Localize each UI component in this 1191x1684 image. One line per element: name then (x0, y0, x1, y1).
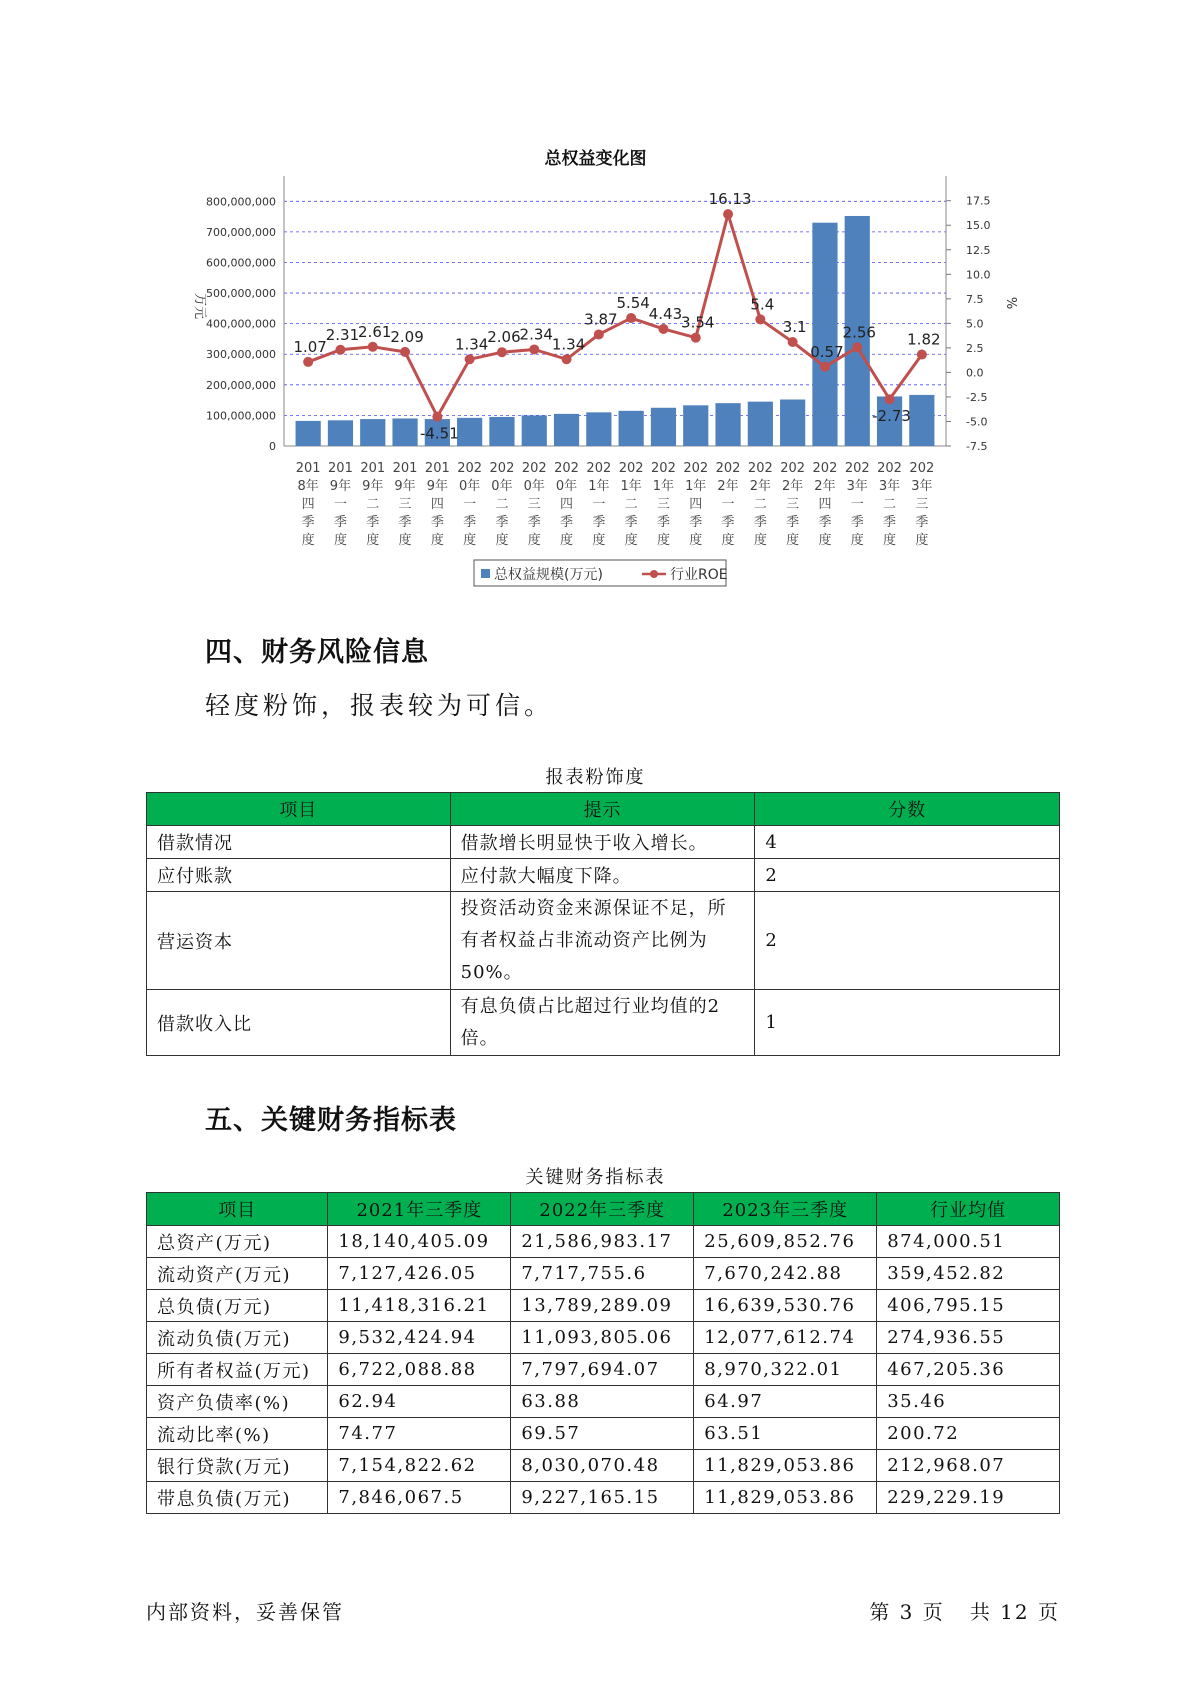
bar (715, 403, 740, 446)
right-tick-label: 2.5 (966, 341, 984, 355)
x-tick-label: 四 (818, 497, 832, 512)
left-tick-label: 600,000,000 (206, 256, 276, 270)
x-tick-label: 2年 (717, 479, 739, 494)
bar (554, 414, 579, 446)
roe-data-label: 2.61 (358, 322, 392, 341)
roe-point (852, 342, 862, 352)
x-tick-label: 度 (463, 533, 477, 548)
x-tick-label: 9年 (362, 479, 384, 494)
x-tick-label: 四 (689, 497, 703, 512)
x-tick-label: 一 (333, 497, 347, 512)
x-tick-label: 202 (909, 461, 935, 476)
x-tick-label: 二 (366, 497, 380, 512)
header-score: 分数 (755, 793, 1060, 826)
x-tick-label: 季 (656, 515, 670, 530)
right-tick-label: -7.5 (966, 440, 988, 453)
indicator-value: 11,093,805.06 (511, 1322, 694, 1354)
bar (392, 418, 417, 446)
equity-chart (0, 0, 1191, 600)
x-tick-label: 度 (753, 533, 767, 548)
indicator-value: 64.97 (694, 1386, 877, 1418)
x-tick-label: 一 (850, 497, 864, 512)
x-tick-label: 季 (463, 515, 477, 530)
table-row (147, 859, 1060, 892)
header-hint: 提示 (450, 793, 755, 826)
table-row (147, 1290, 1060, 1322)
roe-data-label: 3.1 (782, 318, 807, 336)
risk-score: 2 (755, 859, 1060, 892)
footer-confidential: 内部资料，妥善保管 (146, 1600, 344, 1624)
indicator-value: 7,846,067.5 (328, 1482, 511, 1514)
header-item: 项目 (147, 793, 451, 826)
roe-data-label: 3.54 (681, 313, 715, 332)
x-tick-label: 度 (560, 533, 574, 548)
bar (619, 411, 644, 446)
x-tick-label: 季 (366, 515, 380, 530)
x-tick-label: 2年 (782, 479, 804, 494)
x-tick-label: 202 (618, 461, 644, 476)
roe-data-label: 1.07 (293, 337, 327, 356)
risk-item: 借款情况 (147, 826, 451, 859)
indicator-value: 7,154,822.62 (328, 1450, 511, 1482)
roe-data-label: 1.34 (551, 335, 586, 354)
x-tick-label: 二 (883, 497, 897, 512)
x-tick-label: 季 (883, 515, 897, 530)
indicator-value: 11,829,053.86 (694, 1450, 877, 1482)
indicator-name: 流动比率(%) (147, 1418, 328, 1450)
x-tick-label: 2年 (814, 479, 836, 494)
key-table-header (147, 1193, 1060, 1226)
x-tick-label: 三 (656, 497, 670, 512)
roe-data-label: 3.87 (584, 310, 618, 329)
x-tick-label: 度 (495, 533, 509, 548)
risk-table-caption: 报表粉饰度 (545, 767, 646, 788)
x-tick-label: 2年 (749, 479, 771, 494)
x-tick-label: 202 (715, 461, 741, 476)
x-tick-label: 度 (656, 533, 670, 548)
left-tick-label: 200,000,000 (206, 378, 276, 392)
x-tick-label: 0年 (459, 479, 481, 494)
roe-point (626, 313, 636, 323)
x-tick-label: 度 (915, 533, 929, 548)
indicator-value: 21,586,983.17 (511, 1226, 694, 1258)
right-tick-label: 10.0 (966, 268, 991, 282)
risk-table-header (147, 793, 1060, 826)
roe-data-label: 1.34 (454, 335, 489, 354)
roe-point (465, 354, 475, 364)
bar (683, 405, 708, 446)
x-tick-label: 度 (883, 533, 897, 548)
roe-point (658, 324, 668, 334)
roe-data-label: 4.43 (648, 304, 683, 323)
table-row (147, 1322, 1060, 1354)
indicator-name: 流动资产(万元) (147, 1258, 328, 1290)
x-tick-label: 度 (850, 533, 864, 548)
x-tick-label: 季 (592, 515, 606, 530)
legend-swatch-dot (650, 570, 658, 578)
x-tick-label: 四 (301, 497, 315, 512)
right-tick-label: 7.5 (966, 292, 984, 306)
bar (489, 417, 514, 446)
indicator-name: 总资产(万元) (147, 1226, 328, 1258)
key-table-caption: 关键财务指标表 (525, 1167, 666, 1188)
table-row (147, 1354, 1060, 1386)
header-2023q3: 2023年三季度 (694, 1193, 877, 1226)
left-tick-label: 500,000,000 (206, 287, 276, 301)
indicator-name: 流动负债(万元) (147, 1322, 328, 1354)
x-tick-label: 1年 (588, 479, 610, 494)
x-tick-label: 度 (786, 533, 800, 548)
x-tick-label: 3年 (846, 479, 868, 494)
roe-point (788, 337, 798, 347)
x-tick-label: 一 (463, 497, 477, 512)
indicator-value: 11,418,316.21 (328, 1290, 511, 1322)
section5-heading: 五、关键财务指标表 (205, 1105, 457, 1136)
roe-data-label: 0.57 (810, 342, 844, 361)
x-tick-label: 度 (398, 533, 412, 548)
roe-data-label: 2.09 (390, 327, 424, 346)
table-row (147, 1386, 1060, 1418)
indicator-value: 874,000.51 (877, 1226, 1060, 1258)
x-tick-label: 201 (360, 461, 386, 476)
x-tick-label: 度 (430, 533, 444, 548)
indicator-value: 25,609,852.76 (694, 1226, 877, 1258)
indicator-value: 74.77 (328, 1418, 511, 1450)
bar (296, 421, 321, 446)
header-2022q3: 2022年三季度 (511, 1193, 694, 1226)
right-tick-label: 5.0 (966, 317, 984, 331)
indicator-value: 6,722,088.88 (328, 1354, 511, 1386)
roe-point (400, 347, 410, 357)
indicator-value: 9,532,424.94 (328, 1322, 511, 1354)
x-tick-label: 三 (527, 497, 541, 512)
right-tick-label: -2.5 (966, 390, 988, 404)
indicator-value: 63.51 (694, 1418, 877, 1450)
x-tick-label: 1年 (620, 479, 642, 494)
indicator-value: 9,227,165.15 (511, 1482, 694, 1514)
roe-point (562, 354, 572, 364)
indicator-value: 18,140,405.09 (328, 1226, 511, 1258)
x-tick-label: 9年 (426, 479, 448, 494)
risk-table (146, 792, 1060, 1056)
x-tick-label: 度 (301, 533, 315, 548)
x-tick-label: 0年 (523, 479, 545, 494)
roe-point (303, 357, 313, 367)
risk-hint: 应付款大幅度下降。 (450, 859, 755, 892)
x-tick-label: 四 (430, 497, 444, 512)
risk-score: 4 (755, 826, 1060, 859)
left-tick-label: 400,000,000 (206, 317, 276, 331)
risk-hint: 投资活动资金来源保证不足，所有者权益占非流动资产比例为50%。 (450, 892, 755, 990)
right-tick-label: 0.0 (966, 366, 984, 380)
right-tick-label: 15.0 (966, 219, 991, 233)
bar (328, 420, 353, 446)
x-tick-label: 度 (366, 533, 380, 548)
table-row (147, 990, 1060, 1056)
right-tick-label: 17.5 (966, 194, 991, 208)
indicator-name: 总负债(万元) (147, 1290, 328, 1322)
roe-point (917, 350, 927, 360)
roe-data-label: 5.54 (616, 294, 650, 313)
indicator-value: 69.57 (511, 1418, 694, 1450)
x-tick-label: 201 (392, 461, 418, 476)
x-tick-label: 8年 (297, 479, 319, 494)
indicator-value: 62.94 (328, 1386, 511, 1418)
x-tick-label: 202 (877, 461, 902, 476)
x-tick-label: 二 (624, 497, 638, 512)
bar (457, 418, 482, 446)
bar (651, 408, 676, 446)
footer-page-number: 第 3 页 共 12 页 (869, 1600, 1060, 1624)
risk-item: 应付账款 (147, 859, 451, 892)
x-tick-label: 三 (786, 497, 800, 512)
x-tick-label: 202 (747, 461, 773, 476)
roe-data-label: 2.34 (519, 325, 553, 344)
x-tick-label: 9年 (394, 479, 416, 494)
risk-summary: 轻度粉饰，报表较为可信。 (205, 691, 554, 720)
x-tick-label: 9年 (329, 479, 352, 494)
x-tick-label: 一 (592, 497, 606, 512)
x-tick-label: 3年 (911, 479, 933, 494)
roe-point (723, 209, 733, 219)
indicator-value: 200.72 (877, 1418, 1060, 1450)
roe-data-label: 2.56 (842, 323, 876, 342)
x-tick-label: 三 (915, 497, 929, 512)
bar (812, 223, 837, 446)
indicator-value: 7,127,426.05 (328, 1258, 511, 1290)
indicator-value: 467,205.36 (877, 1354, 1060, 1386)
roe-data-label: 5.4 (750, 295, 775, 314)
table-row (147, 1418, 1060, 1450)
table-row (147, 1226, 1060, 1258)
x-tick-label: 202 (554, 461, 579, 476)
indicator-value: 63.88 (511, 1386, 694, 1418)
legend-label-equity: 总权益规模(万元) (494, 567, 603, 583)
x-tick-label: 1年 (652, 479, 675, 494)
risk-score: 1 (755, 990, 1060, 1056)
chart-title: 总权益变化图 (544, 149, 647, 169)
x-tick-label: 度 (592, 533, 606, 548)
roe-point (755, 314, 765, 324)
header-2021q3: 2021年三季度 (328, 1193, 511, 1226)
bar (748, 402, 773, 446)
x-tick-label: 季 (301, 515, 315, 530)
indicator-value: 406,795.15 (877, 1290, 1060, 1322)
left-tick-label: 300,000,000 (206, 348, 276, 362)
table-row (147, 1258, 1060, 1290)
indicator-name: 所有者权益(万元) (147, 1354, 328, 1386)
x-tick-label: 度 (527, 533, 541, 548)
x-tick-label: 季 (850, 515, 864, 530)
x-tick-label: 201 (295, 461, 321, 476)
indicator-name: 资产负债率(%) (147, 1386, 328, 1418)
x-tick-label: 季 (786, 515, 800, 530)
x-tick-label: 202 (521, 461, 547, 476)
header-item: 项目 (147, 1193, 328, 1226)
key-indicators-table (146, 1192, 1060, 1514)
roe-data-label: 2.31 (325, 325, 360, 344)
roe-data-label: 16.13 (708, 190, 752, 209)
indicator-value: 229,229.19 (877, 1482, 1060, 1514)
x-tick-label: 四 (560, 497, 574, 512)
x-tick-label: 202 (812, 461, 838, 476)
risk-score: 2 (755, 892, 1060, 990)
roe-data-label: 2.06 (487, 328, 521, 347)
indicator-value: 8,030,070.48 (511, 1450, 694, 1482)
x-tick-label: 季 (721, 515, 735, 530)
x-tick-label: 二 (753, 497, 767, 512)
risk-hint: 借款增长明显快于收入增长。 (450, 826, 755, 859)
table-row (147, 1450, 1060, 1482)
indicator-value: 274,936.55 (877, 1322, 1060, 1354)
roe-data-label: 1.82 (907, 330, 941, 349)
left-tick-label: 0 (269, 440, 276, 453)
x-tick-label: 度 (818, 533, 832, 548)
roe-point (368, 342, 378, 352)
risk-hint: 有息负债占比超过行业均值的2倍。 (450, 990, 755, 1056)
roe-point (497, 347, 507, 357)
indicator-name: 银行贷款(万元) (147, 1450, 328, 1482)
x-tick-label: 季 (430, 515, 444, 530)
section4-heading: 四、财务风险信息 (205, 637, 429, 668)
x-tick-label: 202 (780, 461, 806, 476)
right-axis-unit: % (1003, 296, 1018, 310)
chart-svg (0, 0, 1191, 600)
x-tick-label: 季 (753, 515, 767, 530)
x-tick-label: 度 (624, 533, 638, 548)
x-tick-label: 三 (398, 497, 412, 512)
roe-point (594, 329, 604, 339)
legend-swatch-bar (481, 569, 490, 578)
x-tick-label: 季 (689, 515, 703, 530)
x-tick-label: 201 (424, 461, 450, 476)
x-tick-label: 度 (333, 533, 347, 548)
roe-point (529, 344, 539, 354)
left-tick-label: 100,000,000 (206, 409, 276, 423)
roe-point (432, 412, 442, 422)
x-tick-label: 202 (683, 461, 709, 476)
roe-point (885, 394, 895, 404)
bar (780, 400, 805, 446)
right-tick-label: -5.0 (966, 415, 988, 429)
indicator-value: 7,717,755.6 (511, 1258, 694, 1290)
risk-item: 借款收入比 (147, 990, 451, 1056)
x-tick-label: 季 (818, 515, 832, 530)
x-tick-label: 202 (489, 461, 515, 476)
x-tick-label: 季 (495, 515, 509, 530)
bar (909, 395, 934, 446)
indicator-name: 带息负债(万元) (147, 1482, 328, 1514)
x-tick-label: 1年 (685, 479, 707, 494)
left-tick-label: 800,000,000 (206, 195, 276, 209)
table-row (147, 892, 1060, 990)
indicator-value: 12,077,612.74 (694, 1322, 877, 1354)
left-tick-label: 700,000,000 (206, 225, 276, 239)
roe-point (820, 362, 830, 372)
x-tick-label: 一 (721, 497, 735, 512)
right-tick-label: 12.5 (966, 243, 991, 257)
legend-label-roe: 行业ROE (670, 567, 728, 583)
risk-item: 营运资本 (147, 892, 451, 990)
x-tick-label: 202 (844, 461, 870, 476)
x-tick-label: 季 (915, 515, 929, 530)
x-tick-label: 3年 (878, 479, 901, 494)
indicator-value: 359,452.82 (877, 1258, 1060, 1290)
x-tick-label: 0年 (491, 479, 513, 494)
x-tick-label: 二 (495, 497, 509, 512)
x-tick-label: 0年 (555, 479, 578, 494)
x-tick-label: 202 (457, 461, 483, 476)
indicator-value: 212,968.07 (877, 1450, 1060, 1482)
x-tick-label: 季 (398, 515, 412, 530)
indicator-value: 7,670,242.88 (694, 1258, 877, 1290)
table-row (147, 1482, 1060, 1514)
roe-point (335, 345, 345, 355)
x-tick-label: 度 (721, 533, 735, 548)
roe-point (691, 333, 701, 343)
x-tick-label: 季 (333, 515, 347, 530)
x-tick-label: 度 (689, 533, 703, 548)
header-industry-avg: 行业均值 (877, 1193, 1060, 1226)
indicator-value: 11,829,053.86 (694, 1482, 877, 1514)
indicator-value: 7,797,694.07 (511, 1354, 694, 1386)
x-tick-label: 202 (586, 461, 612, 476)
left-axis-unit: 万元 (192, 292, 207, 320)
bar (360, 419, 385, 446)
x-tick-label: 季 (560, 515, 574, 530)
x-tick-label: 201 (328, 461, 353, 476)
table-row (147, 826, 1060, 859)
x-tick-label: 季 (624, 515, 638, 530)
indicator-value: 8,970,322.01 (694, 1354, 877, 1386)
roe-data-label: -4.51 (419, 424, 459, 443)
indicator-value: 13,789,289.09 (511, 1290, 694, 1322)
x-tick-label: 202 (651, 461, 676, 476)
indicator-value: 16,639,530.76 (694, 1290, 877, 1322)
indicator-value: 35.46 (877, 1386, 1060, 1418)
bar (586, 412, 611, 446)
bar (522, 415, 547, 446)
roe-data-label: -2.73 (872, 407, 911, 426)
x-tick-label: 季 (527, 515, 541, 530)
